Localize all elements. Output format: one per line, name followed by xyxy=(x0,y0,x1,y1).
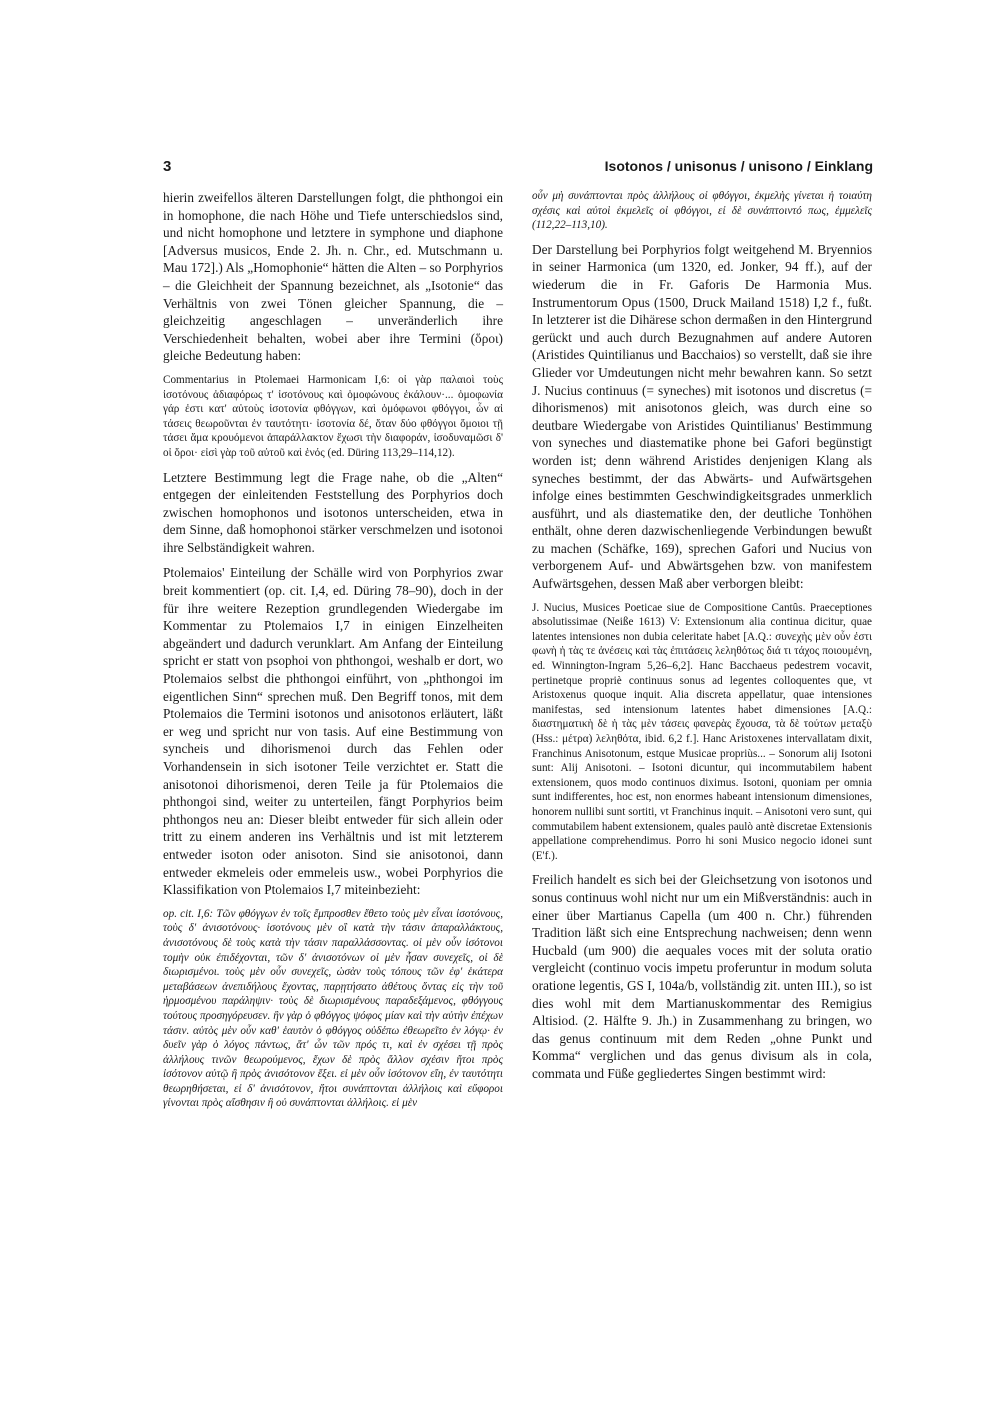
paragraph: Letztere Bestimmung legt die Frage nahe, ob die „Alten“ entgegen der einleitenden Feststellung des Porphyrios doch zwischen homophonos und isotonos unterscheiden, etwa in dem Sinne, daß homophonoi stärker verschmelzen und isotonoi ihre Selbständigkeit wahren. xyxy=(163,469,503,555)
greek-citation: op. cit. I,6: Τῶν φθόγγων ἐν τοῖς ἔμπροσθεν ἔθετο τοὺς μὲν εἶναι ἰσοτόνους, τοὺς δ' ἀνισοτόνους· ἰσοτόνους μὲν οἳ κατὰ τὴν τάσιν ἀπαραλλάκτους, ἀνισοτόνους δὲ τοὺς κατὰ τὴν τάσιν παραλλάσσοντας. οἱ μὲν οὖν ἰσότονοι τομὴν οὐκ ἐπιδέχονται, τῶν δ' ἀνισοτόνων οἱ μὲν ἦσαν συνεχεῖς, οἱ δὲ διωρισμένοι. τοὺς μὲν οὖν συνεχεῖς, ὡσὰν τοὺς τόπους τῶν ἐφ' ἑκάτερα μεταβάσεων ἀνεπιδήλους ἔχοντας, παρῃτήσατο ἀθέτους ὄντας εἰς τὴν τοῦ ἡρμοσμένου παράληψιν· τοὺς δὲ διωρισμένους παραδεξάμενος, φθόγγους τούτους προσηγόρευσεν. ἣν γὰρ ὁ φθόγγος ψόφος μίαν καὶ τὴν αὐτὴν ἐπέχων τάσιν. αὐτὸς μὲν οὖν καθ' ἑαυτὸν ὁ φθόγγος οὐδέπω ἐθεωρεῖτο ἐν λόγῳ· ἐν δυεῖν γὰρ ὁ λόγος πάντως, ἅτ' ὧν τῶν πρός τι, καὶ ἐν σχέσει τῇ πρὸς ἀλλήλους τινῶν θεωρούμενος, ἔχων δὲ πρὸς ἄλλον σχέσιν ἤτοι πρὸς ἰσότονον αὐτῷ ἢ πρὸς ἀνισότονον ἕξει. εἰ μὲν οὖν ἰσότονον εἴη, ἐν ταυτότητι θεωρηθήσεται, εἰ δ' ἀνισότονον, ἤτοι συνάπτονται ἀλλήλοις καὶ εὔφοροι γίνονται πρὸς αἴσθησιν ἢ οὐ συνάπτονται ἀλλήλοις. εἰ μὲν xyxy=(163,907,503,1110)
left-column xyxy=(163,189,503,1119)
paragraph: hierin zweifellos älteren Darstellungen folgt, die phthongoi ein in homophone, die nach Höhe und Tiefe unterschiedslos sind, und nicht homophone und letztere in symphone und diaphone [Adversus musicos, Ende 2. Jh. n. Chr., ed. Mutschmann u. Mau 172].) Als „Homophonie“ hätten die Alten – so Porphyrios – die Gleichheit der Spannung bezeichnet, als „Isotonie“ das Verhältnis von zwei Tönen gleicher Spannung, die – gleichzeitig angeschlagen – unveränderlich ihre Verschiedenheit behalten, wobei aber ihre Termini (ὅροι) gleiche Bedeutung haben: xyxy=(163,190,503,364)
running-head: Isotonos / unisonus / unisono / Einklang xyxy=(604,158,873,174)
page-header xyxy=(163,158,873,180)
paragraph: Der Darstellung bei Porphyrios folgt weitgehend M. Bryennios in seiner Harmonica (um 1320, ed. Jonker, 94 ff.), auf der wiederum die in Fr. Gaforis De Harmonia Mus. Instrumentorum Opus (1500, Druck Mailand 1518) I,2 f., fußt. In letzterer ist die Dihärese schon dermaßen in den Hintergrund gerückt und auch durch Bezugnahmen auf andere Autoren (Aristides Quintilianus und Bacchaios) so verstellt, daß sie ihre Glieder vor Umdeutungen nicht mehr bewahren kann. So setzt J. Nucius continuus (= syneches) mit isotonos und discretus (= dihorismenos) mit anisotonos gleich, was durch eine so deutbare Wiedergabe von Aristides Quintilianus' Bestimmung von syneches und diastematike phone bei Gafori begünstigt worden ist; denn während Aristides denjenigen Klang als syneches bestimmt, der das Abwärts- und Aufwärtsgehen infolge eines bestimmten Geschwindigkeitsgrades unmerklich ausführt, und als diastematike den, der deutliche Tonhöhen enthält, ohne deren dazwischenliegende Verbindungen bewußt zu machen (Schäfke, 169), sprechen Gafori und Nucius von verborgenem Auf- und Abwärtsgehen bzw. von manifestem Aufwärtsgehen, dessen Maß aber verborgen bleibt: xyxy=(532,241,872,592)
greek-citation: οὖν μὴ συνάπτονται πρὸς ἀλλήλους οἱ φθόγγοι, ἐκμελὴς γίνεται ἡ τοιαύτη σχέσις καὶ αὐτοὶ ἐκμελεῖς οἱ φθόγγοι, εἰ δὲ συνάπτοιντό πως, ἐμμελεῖς (112,22–113,10). xyxy=(532,190,872,232)
latin-citation: J. Nucius, Musices Poeticae siue de Compositione Cantûs. Praeceptiones absolutissimae (Neiße 1613) V: Extensionum alia continua dicitur, quae latentes intensiones non dubia celeritate habet [A.Q.: συνεχὴς μὲν οὖν ἐστι φωνὴ ἡ τὰς τε ἀνέσεις καὶ τὰς ἐπιτάσεις λεληθότως διά τι τάχος ποιουμένη, ed. Winnington-Ingram 5,26–6,2]. Hanc Bacchaeus pedestrem vocavit, pertinetque propriè continuus sonus ad legentes colloquentes que, vt Aristoxenus quoque inquit. Alia discreta appellatur, quae intensiones manifestas, sed intensionum latentes habet dimensiones [A.Q.: διαστηματικὴ δὲ ἡ τὰς μὲν τάσεις φανερὰς ἔχουσα, τὰ δὲ τούτων μεταξὺ (Hss.: μέτρα) λεληθότα, ibid. 6,2 f.]. Hanc Aristoxenes intervallatam dixit, Franchinus Anisotonum, estque Musicae propriùs... – Sonorum alij Isotoni sunt: Alij Anisotoni. – Isotoni dicuntur, qui incommutabilem habent extensionem, quos modo continuos diximus. Isotoni, quoniam per omnia sunt indifferentes, hoc est, non enormes habeant intensionum dimensiones, honorem nullibi sunt sortiti, vt Franchinus inquit. – Anisotoni vero sunt, qui commutabilem habent extensionem, quales paulò antè discretae Extensionis appellatione comprehendimus. Porro hi soni Musico negocio idonei sunt (E'f.). xyxy=(532,601,872,862)
greek-citation: Commentarius in Ptolemaei Harmonicam I,6: οἱ γὰρ παλαιοὶ τοὺς ἰσοτόνους ἀδιαφόρως τ' ἰσοτόνους καὶ ὁμοφώνους ἐκάλουν·... ὁμοφωνία γάρ ἐστι κατ' αὐτοὺς ἰσοτονία φθόγγων, καὶ ὁμόφωνοι φθόγγοι, ὧν αἱ τάσεις θεωροῦνται ἐν ταυτότητι· ἰσοτονία δέ, ὅταν δύο φθόγγοι ὅμοιοι τῇ τάσει ἅμα κρουόμενοι ἀπαράλλακτον ἔχωσι τὴν διαφοράν, ἰσοδυναμῶσι δ' οἱ ὅροι· εἰσὶ γὰρ τοῦ αὐτοῦ καὶ ἑνός (ed. Düring 113,29–114,12). xyxy=(163,373,503,459)
right-column xyxy=(532,189,872,1090)
page-number: 3 xyxy=(163,158,172,175)
paragraph: Freilich handelt es sich bei der Gleichsetzung von isotonos und sonus continuus wohl nicht nur um ein Mißverständnis: auch in einer über Martianus Capella (um 400 n. Chr.) führenden Tradition läßt sich eine Entsprechung nachweisen; denn wenn Hucbald (um 900) die aequales voces mit der soluta oratio vergleicht (continuo vocis impetu proferuntur in modum soluta oratione legentis, GS I, 104a/b, vollständig zit. unten III.), so ist dies wohl mit dem Martianuskommentar des Remigius Altisiod. (2. Hälfte 9. Jh.) in Zusammenhang zu bringen, wo das genus continuum mit dem Reden „ohne Punkt und Komma“ verglichen und das genus divisum als in cola, commata und Füße gegliedertes Singen bestimmt wird: xyxy=(532,872,872,1081)
paragraph: Ptolemaios' Einteilung der Schälle wird von Porphyrios zwar breit kommentiert (op. cit. I,4, ed. Düring 78–90), doch in der für ihre weitere Rezeption grundlegenden Wiedergabe im Kommentar zu Ptolemaios I,7 in einigen Einzelheiten abgeändert und dadurch verunklart. Am Anfang der Einteilung spricht er statt von psophoi von phthongoi, weshalb er dort, wo Ptolemaios selbst die phthongoi einführt, von „phthongoi im eigentlichen Sinn“ sprechen muß. Den Begriff tonos, mit dem Ptolemaios die Termini isotonos und anisotonos erläutert, läßt er weg und spricht nur von tasis. Auf eine Bestimmung von syncheis und dihorismenoi durch das Fehlen oder Vorhandensein in sich isotoner Teile verzichtet er. Statt die anisotonoi dihorismenoi, deren Teile ja für Ptolemaios die phthongoi sind, weiter zu unterteilen, fängt Porphyrios beim phthongos neu an: Dieser bleibt entweder für sich allein oder tritt zu einem anderen ins Verhältnis und ist mit letzterem entweder isoton oder anisoton. Sind sie anisotonoi, dann entweder ekmeleis oder emmeleis usw., wobei Porphyrios die Klassifikation von Ptolemaios I,7 miteinbezieht: xyxy=(163,565,503,898)
